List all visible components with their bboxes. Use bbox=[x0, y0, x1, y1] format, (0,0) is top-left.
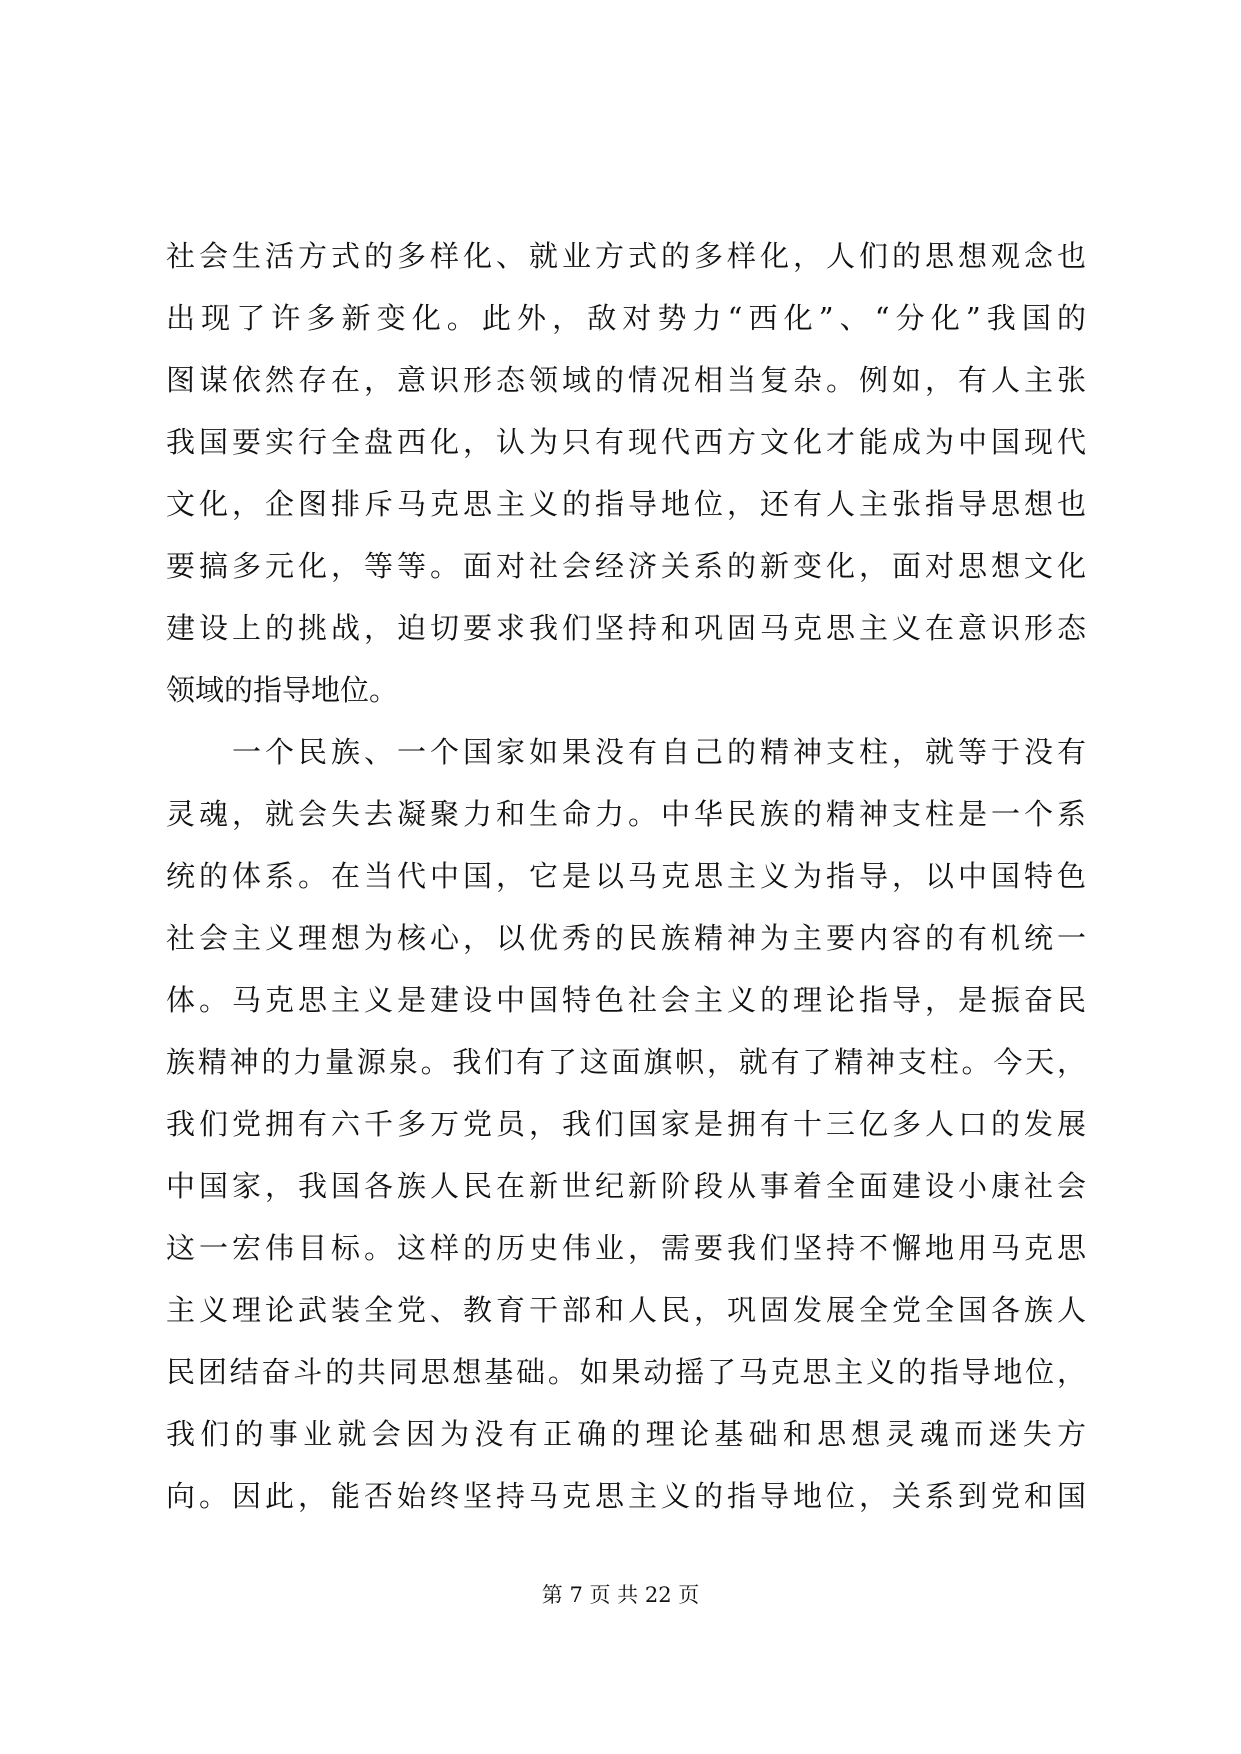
text-line: 社会主义理想为核心，以优秀的民族精神为主要内容的有机统一 bbox=[166, 921, 1086, 955]
text-line: 民团结奋斗的共同思想基础。如果动摇了马克思主义的指导地位， bbox=[166, 1355, 1086, 1389]
text-line: 我们的事业就会因为没有正确的理论基础和思想灵魂而迷失方 bbox=[166, 1417, 1086, 1451]
text-line: 体。马克思主义是建设中国特色社会主义的理论指导，是振奋民 bbox=[166, 983, 1086, 1017]
text-line: 社会生活方式的多样化、就业方式的多样化，人们的思想观念也 bbox=[166, 239, 1086, 273]
text-line: 族精神的力量源泉。我们有了这面旗帜，就有了精神支柱。今天， bbox=[166, 1045, 1086, 1079]
text-line: 出现了许多新变化。此外，敌对势力“西化”、“分化”我国的 bbox=[166, 301, 1086, 335]
text-line: 我国要实行全盘西化，认为只有现代西方文化才能成为中国现代 bbox=[166, 425, 1086, 459]
text-line: 这一宏伟目标。这样的历史伟业，需要我们坚持不懈地用马克思 bbox=[166, 1231, 1086, 1265]
text-line: 建设上的挑战，迫切要求我们坚持和巩固马克思主义在意识形态 bbox=[166, 611, 1086, 645]
document-body bbox=[166, 225, 1086, 1527]
page-number-footer: 第 7 页 共 22 页 bbox=[541, 1583, 700, 1607]
text-line: 向。因此，能否始终坚持马克思主义的指导地位，关系到党和国 bbox=[166, 1479, 1086, 1513]
text-line: 主义理论武装全党、教育干部和人民，巩固发展全党全国各族人 bbox=[166, 1293, 1086, 1327]
text-line: 领域的指导地位。 bbox=[166, 673, 399, 707]
text-line: 图谋依然存在，意识形态领域的情况相当复杂。例如，有人主张 bbox=[166, 363, 1086, 397]
text-line: 我们党拥有六千多万党员，我们国家是拥有十三亿多人口的发展 bbox=[166, 1107, 1086, 1141]
text-line: 统的体系。在当代中国，它是以马克思主义为指导，以中国特色 bbox=[166, 859, 1086, 893]
text-line: 要搞多元化，等等。面对社会经济关系的新变化，面对思想文化 bbox=[166, 549, 1086, 583]
text-line: 灵魂，就会失去凝聚力和生命力。中华民族的精神支柱是一个系 bbox=[166, 797, 1086, 831]
text-line: 文化，企图排斥马克思主义的指导地位，还有人主张指导思想也 bbox=[166, 487, 1086, 521]
text-line: 一个民族、一个国家如果没有自己的精神支柱，就等于没有 bbox=[232, 735, 1086, 769]
text-line: 中国家，我国各族人民在新世纪新阶段从事着全面建设小康社会 bbox=[166, 1169, 1086, 1203]
